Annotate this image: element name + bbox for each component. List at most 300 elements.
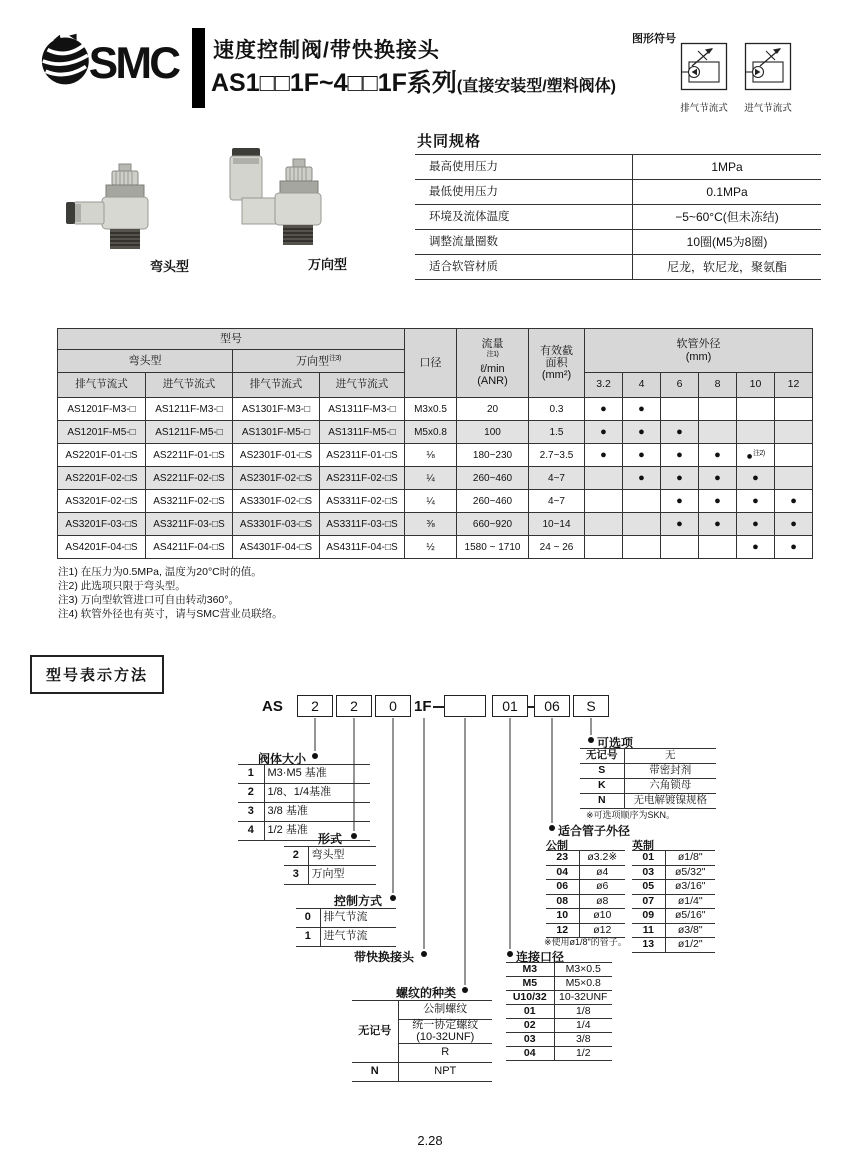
dot-icon: ● [676,426,683,438]
list-item [546,851,625,866]
dot-cell [661,421,699,444]
dot-cell [737,421,775,444]
flow-cell: 20 [457,398,529,421]
port-cell: ½ [405,536,457,559]
model-cell: AS1301F-M5-□ [233,421,320,444]
dot-cell [661,513,699,536]
flow-cell: 660~920 [457,513,529,536]
dot-cell [623,444,661,467]
code-key: 02 [506,1019,554,1033]
code-key: 10 [546,909,579,924]
common-specs-title: 共同规格 [417,133,482,150]
form-table [284,846,376,885]
model-cell: AS2301F-01-□S [233,444,320,467]
list-item [506,1047,612,1061]
area-cell: 1.5 [529,421,585,444]
model-cell: AS3311F-02-□S [320,490,405,513]
spec-row [415,155,821,180]
code-key: 01 [632,851,665,866]
body-size-label: 阀体大小 [257,752,306,766]
dot-cell [737,398,775,421]
spec-row [415,230,821,255]
col-header-tube-od [585,329,813,373]
dot-icon: ● [638,472,645,484]
code-value: ø8 [579,894,625,909]
universal-note-ref: 注3) [329,354,341,362]
thread-value: 统一协定螺纹 (10-32UNF) [398,1020,492,1044]
dot-icon: ● [752,495,759,507]
table-row [58,398,813,421]
model-cell: AS3301F-03-□S [233,513,320,536]
model-cell: AS4301F-04-□S [233,536,320,559]
thread-type-table [352,1000,492,1082]
page-title: 速度控制阀/带快换接头 [213,39,440,62]
model-cell: AS1211F-M5-□ [146,421,233,444]
note-line: 注3) 万向型软管进口可自由转动360°。 [58,594,239,606]
symbols-title: 图形符号 [632,33,676,45]
model-cell: AS3301F-02-□S [233,490,320,513]
area-cell: 24 ~ 26 [529,536,585,559]
notes-block [58,565,283,621]
table-row [58,421,813,444]
code-value: 排气节流 [320,909,396,928]
port-cell: M5x0.8 [405,421,457,444]
dot-cell [737,536,775,559]
code-box-control: 0 [375,695,411,717]
spec-value: 1MPa [633,155,822,180]
dot-cell [699,490,737,513]
dot-cell [623,398,661,421]
col-header-model: 型号 [58,329,405,350]
dot-icon: ● [676,449,683,461]
code-key: N [580,794,624,809]
spec-row [415,180,821,205]
list-item [506,977,612,991]
thread-type-body [352,1001,492,1082]
col-header-universal [233,350,405,373]
port-cell: M3x0.5 [405,398,457,421]
code-value: ø3/16" [665,880,715,895]
code-key: M3 [506,963,554,977]
spec-label: 调整流量圈数 [415,230,633,255]
area-cell: 2.7~3.5 [529,444,585,467]
code-key: 07 [632,894,665,909]
options-table [580,748,716,809]
list-item [238,784,370,803]
symbol-intake-label: 进气节流式 [744,103,792,114]
list-item [284,866,376,885]
dot-icon: ● [752,541,759,553]
dot-cell [585,421,623,444]
dot-cell [775,421,813,444]
col-header-size-12: 12 [775,373,813,398]
dot-cell [699,444,737,467]
code-key: 13 [632,938,665,953]
elbow-type-label: 弯头型 [150,259,190,274]
dot-cell [775,444,813,467]
area-line1: 有效截 [540,344,573,357]
area-cell: 4~7 [529,467,585,490]
dot-cell [775,536,813,559]
body-size-table [238,764,370,841]
quick-coupling-label: 带快换接头 [354,950,415,964]
code-value: M3·M5 基准 [264,765,370,784]
form-body [284,847,376,885]
code-value: 1/4 [554,1019,612,1033]
port-size-body [506,963,612,1061]
dot-icon: ● [638,426,645,438]
code-value: 1/8、1/4基准 [264,784,370,803]
table-row [58,490,813,513]
code-value: ø1/8" [665,851,715,866]
dot-icon: ● [746,450,753,463]
title-divider-bar [192,28,205,108]
code-key: 3 [238,803,264,822]
col-header-exhaust-2: 排气节流式 [233,373,320,398]
list-item [580,764,716,779]
code-key: 08 [546,894,579,909]
dot-icon: ● [790,518,797,530]
universal-type-label: 万向型 [308,257,348,272]
tube-od-imperial-label: 英制 [632,840,654,852]
code-key: 12 [546,923,579,938]
dot-icon: ● [676,518,683,530]
code-value: ø10 [579,909,625,924]
code-value: ø6 [579,880,625,895]
spec-value: 10圈(M5为8圈) [633,230,822,255]
col-header-intake-2: 进气节流式 [320,373,405,398]
code-value: ø1/2" [665,938,715,953]
code-value: 万向型 [308,866,376,885]
dot-cell [775,467,813,490]
list-item [506,1019,612,1033]
page-number: 2.28 [417,1133,443,1148]
port-cell: ¼ [405,490,457,513]
spec-row [415,205,821,230]
code-value: 1/2 [554,1047,612,1061]
code-box-form: 2 [336,695,372,717]
model-cell: AS1211F-M3-□ [146,398,233,421]
code-key: 01 [506,1005,554,1019]
area-cell: 10~14 [529,513,585,536]
dot-icon: ● [790,541,797,553]
designation-section-title: 型号表示方法 [30,655,164,694]
spec-row [415,255,821,280]
code-key: 无记号 [580,749,624,764]
dot-cell [661,490,699,513]
list-item [238,765,370,784]
thread-key: N [352,1063,398,1082]
flow-label: 流量 [481,338,504,351]
dot-cell [775,398,813,421]
list-item [632,894,715,909]
dot-icon: ● [752,518,759,530]
dot-cell [585,536,623,559]
dot-cell [737,467,775,490]
code-key: U10/32 [506,991,554,1005]
code-value: M5×0.8 [554,977,612,991]
model-cell: AS3311F-03-□S [320,513,405,536]
dot-cell [699,421,737,444]
dot-cell [585,444,623,467]
tube-od-label: 软管外径 [676,338,721,351]
port-cell: ⅜ [405,513,457,536]
code-key: 04 [546,865,579,880]
flow-unit2: (ANR) [477,375,508,388]
code-value: ø5/16" [665,909,715,924]
code-value: 带密封剂 [624,764,716,779]
list-item [506,1005,612,1019]
code-box-port: 01 [492,695,528,717]
code-prefix: AS [262,698,283,715]
code-value: 10-32UNF [554,991,612,1005]
dot-icon: ● [676,472,683,484]
code-box-body-size: 2 [297,695,333,717]
col-header-port: 口径 [405,329,457,398]
list-item [506,1033,612,1047]
dot-cell [585,398,623,421]
code-box-tube: 06 [534,695,570,717]
code-value: ø4 [579,865,625,880]
list-item [632,880,715,895]
model-cell: AS2201F-01-□S [58,444,146,467]
list-item [238,822,370,841]
area-cell: 0.3 [529,398,585,421]
table-row [58,513,813,536]
code-value: ø1/4" [665,894,715,909]
common-specs-table [415,154,821,280]
code-value: 3/8 基准 [264,803,370,822]
area-line3: (mm²) [541,369,572,382]
smc-logo [40,32,190,88]
dot-cell [623,421,661,444]
thread-nil-key: 无记号 [352,1001,398,1063]
dot-icon: ● [600,403,607,415]
tube-od-metric-label: 公制 [546,840,568,852]
list-item [284,847,376,866]
model-cell: AS2311F-01-□S [320,444,405,467]
spec-value: 尼龙，软尼龙，聚氨酯 [633,255,822,280]
list-item [506,991,612,1005]
model-cell: AS1311F-M3-□ [320,398,405,421]
code-key: 2 [238,784,264,803]
code-key: S [580,764,624,779]
code-value: 无电解镀镍规格 [624,794,716,809]
symbol-exhaust-icon [680,42,728,99]
model-cell: AS4311F-04-□S [320,536,405,559]
model-cell: AS1301F-M3-□ [233,398,320,421]
dot-cell [699,513,737,536]
dot-cell [585,467,623,490]
note-line: 注1) 在压力为0.5MPa, 温度为20°C时的值。 [58,566,262,578]
flow-cell: 260~460 [457,490,529,513]
model-cell: AS1201F-M3-□ [58,398,146,421]
code-key: K [580,779,624,794]
model-cell: AS3211F-02-□S [146,490,233,513]
tube-od-metric-body [546,851,625,938]
code-key: 04 [506,1047,554,1061]
control-table [296,908,396,947]
dot-icon: ● [638,403,645,415]
universal-label: 万向型 [296,355,330,368]
thread-value: R [398,1044,492,1063]
list-item [580,749,716,764]
list-item [352,1001,492,1020]
code-key: 1 [238,765,264,784]
model-table [57,328,813,559]
list-item [296,909,396,928]
model-cell: AS4211F-04-□S [146,536,233,559]
flow-cell: 260~460 [457,467,529,490]
list-item [632,909,715,924]
list-item [296,928,396,947]
code-value: ø5/32" [665,865,715,880]
smc-logo-text: SMC [88,38,179,88]
body-size-body [238,765,370,841]
code-key: 03 [632,865,665,880]
code-key: 4 [238,822,264,841]
series-name: AS1□□1F~4□□1F系列 [211,69,457,97]
dot-note-ref: 注2) [752,449,765,457]
code-value: 3/8 [554,1033,612,1047]
code-box-option: S [573,695,609,717]
code-value: ø12 [579,923,625,938]
dot-cell [585,513,623,536]
code-value: 六角锁母 [624,779,716,794]
spec-value: 0.1MPa [633,180,822,205]
model-cell: AS2211F-02-□S [146,467,233,490]
dot-cell [661,536,699,559]
dot-cell [699,536,737,559]
tube-od-label: 适合管子外径 [558,824,631,838]
dot-cell [775,513,813,536]
code-key: 03 [506,1033,554,1047]
list-item [632,923,715,938]
model-cell: AS2201F-02-□S [58,467,146,490]
dot-cell [623,536,661,559]
options-footnote: ※可选项顺序为SKN。 [586,810,676,820]
col-header-size-10: 10 [737,373,775,398]
code-value: 无 [624,749,716,764]
tube-od-unit: (mm) [685,350,712,363]
dot-icon: ● [600,449,607,461]
col-header-size-8: 8 [699,373,737,398]
list-item [632,938,715,953]
dot-cell [661,444,699,467]
area-cell: 4~7 [529,490,585,513]
code-value: ø3/8" [665,923,715,938]
code-key: 3 [284,866,308,885]
area-line2: 面积 [545,356,568,369]
flow-cell: 1580 ~ 1710 [457,536,529,559]
dot-icon: ● [790,495,797,507]
tube-od-imperial-body [632,851,715,953]
dot-cell [623,490,661,513]
table-row [58,536,813,559]
col-header-size-4: 4 [623,373,661,398]
code-value: 进气节流 [320,928,396,947]
dot-cell [699,467,737,490]
code-key: 09 [632,909,665,924]
thread-type-label: 螺纹的种类 [396,986,457,1000]
list-item [506,963,612,977]
elbow-product-image [62,162,182,265]
model-cell: AS2311F-02-□S [320,467,405,490]
model-cell: AS3211F-03-□S [146,513,233,536]
dot-icon: ● [638,449,645,461]
list-item [632,865,715,880]
model-cell: AS4201F-04-□S [58,536,146,559]
col-header-size-6: 6 [661,373,699,398]
code-key: M5 [506,977,554,991]
dot-icon: ● [600,426,607,438]
tube-od-imperial-table [632,850,715,953]
model-cell: AS3201F-03-□S [58,513,146,536]
code-value: 弯头型 [308,847,376,866]
dot-icon: ● [714,495,721,507]
col-header-elbow: 弯头型 [58,350,233,373]
code-key: 2 [284,847,308,866]
table-row [58,467,813,490]
dot-icon: ● [714,518,721,530]
flow-cell: 180~230 [457,444,529,467]
flow-unit: ℓ/min [480,363,505,376]
spec-label: 最高使用压力 [415,155,633,180]
list-item [632,851,715,866]
col-header-exhaust-1: 排气节流式 [58,373,146,398]
options-body [580,749,716,809]
dot-cell [699,398,737,421]
dot-cell [737,490,775,513]
common-specs-body [415,155,821,280]
dot-icon: ● [676,495,683,507]
col-header-intake-1: 进气节流式 [146,373,233,398]
table-row [58,444,813,467]
list-item [352,1063,492,1082]
dot-cell [737,444,775,467]
tube-od-metric-footnote: ※使用ø1/8"的管子。 [544,937,627,947]
symbol-intake-icon [744,42,792,99]
code-value: 1/2 基准 [264,822,370,841]
code-value: ø3.2※ [579,851,625,866]
model-cell: AS2301F-02-□S [233,467,320,490]
spec-label: 环境及流体温度 [415,205,633,230]
spec-value: −5~60°C(但未冻结) [633,205,822,230]
model-cell: AS3201F-02-□S [58,490,146,513]
control-label: 控制方式 [334,894,383,908]
dot-cell [661,467,699,490]
symbol-exhaust-label: 排气节流式 [680,103,728,114]
code-key: 0 [296,909,320,928]
list-item [580,794,716,809]
model-table-body [58,398,813,559]
dot-cell [623,513,661,536]
dot-icon: ● [714,449,721,461]
list-item [546,865,625,880]
thread-value: 公制螺纹 [398,1001,492,1020]
code-value: M3×0.5 [554,963,612,977]
list-item [546,880,625,895]
model-cell: AS2211F-01-□S [146,444,233,467]
series-suffix: (直接安装型/塑料阀体) [456,78,616,95]
flow-note-ref: 注1) [486,350,499,358]
code-key: 05 [632,880,665,895]
col-header-flow [457,329,529,398]
tube-od-metric-table [546,850,625,938]
code-key: 06 [546,880,579,895]
model-cell: AS1201F-M5-□ [58,421,146,444]
list-item [238,803,370,822]
